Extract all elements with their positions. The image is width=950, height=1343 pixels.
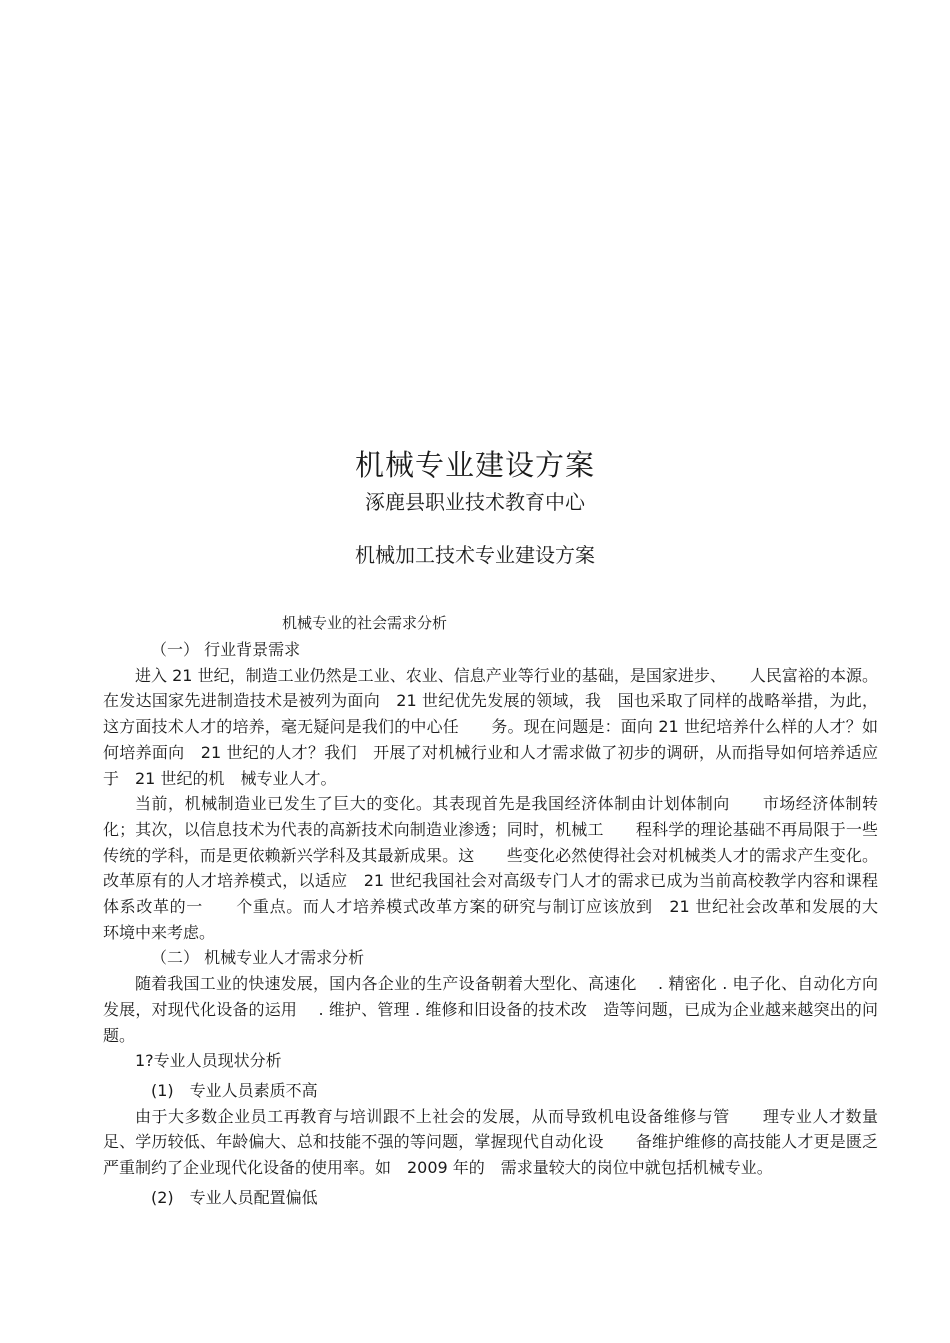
list-item-staff-status: 1?专业人员现状分析 — [135, 1051, 282, 1071]
paragraph-staff-quality: 由于大多数企业员工再教育与培训跟不上社会的发展，从而导致机电设备维修与管 理专业人才数量足、学历较低、年龄偏大、总和技能不强的等问题，掌握现代自动化设 备维护维修的高技能人才更是匮乏严重制约了企业现代化设备的使用率。如 2009 年的 需求量较大的岗位中就包括机械专业。 — [103, 1106, 878, 1178]
section-heading: 机械专业的社会需求分析 — [282, 614, 448, 632]
document-body — [103, 637, 895, 1210]
subsection-heading-talent-demand: （二） 机械专业人才需求分析 — [151, 948, 365, 968]
plan-title: 机械加工技术专业建设方案 — [355, 543, 595, 567]
paragraph-equipment-trend: 随着我国工业的快速发展，国内各企业的生产设备朝着大型化、高速化 . 精密化 . 电子化、自动化方向发展，对现代化设备的运用 . 维护、管理 . 维修和旧设备的技术改 造等问题，已成为企业越来越突出的问题。 — [103, 974, 878, 1045]
list-item-staff-quality: (1) 专业人员素质不高 — [151, 1080, 318, 1100]
list-item-staff-allocation: (2) 专业人员配置偏低 — [151, 1187, 318, 1207]
paragraph-manufacturing-change: 当前，机械制造业已发生了巨大的变化。其表现首先是我国经济体制由计划体制向 市场经济体制转化；其次，以信息技术为代表的高新技术向制造业渗透；同时，机械工 程科学的理论基础不再局限于一些传统的学科，而是更依赖新兴学科及其最新成果。这 些变化必然使得社会对机械类人才的需求产生变化。改革原有的人才培养模式，以适应 21 世纪我国社会对高级专门人才的需求已成为当前高校教学内容和课程体系改革的一 个重点。而人才培养模式改革方案的研究与制订应该放到 21 世纪社会改革和发展的大 环境中来考虑。 — [103, 794, 895, 942]
institution-name: 涿鹿县职业技术教育中心 — [365, 490, 585, 514]
subsection-heading-industry: （一） 行业背景需求 — [151, 640, 301, 659]
document-title: 机械专业建设方案 — [354, 448, 595, 482]
paragraph-industry-background: 进入 21 世纪，制造工业仍然是工业、农业、信息产业等行业的基础，是国家进步、 人民富裕的本源。在发达国家先进制造技术是被列为面向 21 世纪优先发展的领域，我 国也采取了同样的战略举措，为此，这方面技术人才的培养，毫无疑问是我们的中心任 务。现在问题是：面向 21 世纪培养什么样的人才？如何培养面向 21 世纪的人才？我们 开展了对机械行业和人才需求做了初步的调研，从而指导如何培养适应于 21 世纪的机 械专业人才。 — [103, 665, 878, 788]
